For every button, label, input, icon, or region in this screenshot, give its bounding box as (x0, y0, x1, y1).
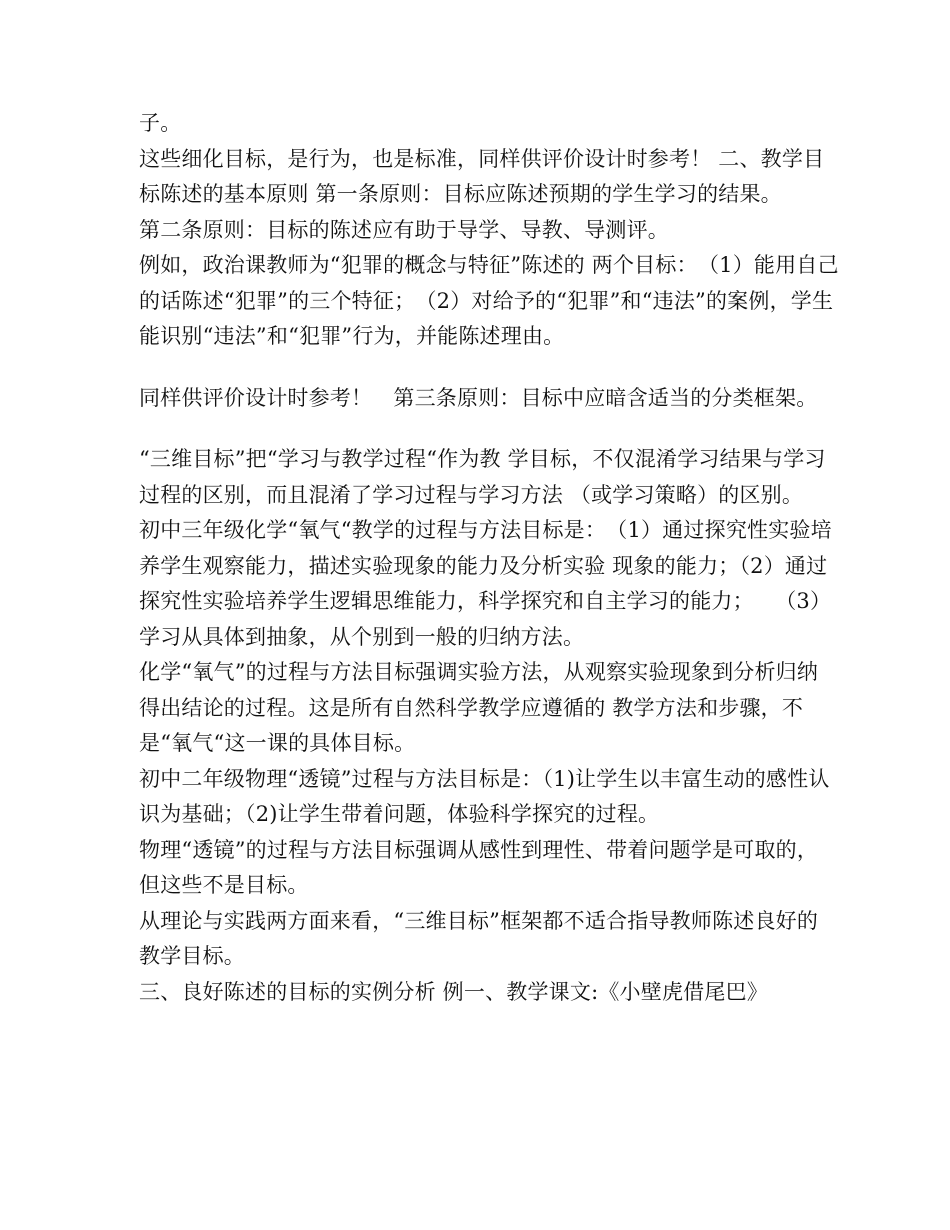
paragraph-spacer (139, 355, 839, 381)
paragraph-spacer (139, 416, 839, 442)
paragraph-politics-example: 例如，政治课教师为“犯罪的概念与特征”陈述的 两个目标： （1）能用自己的话陈述“犯罪”的三个特征； （2）对给予的“犯罪”和“违法”的案例，学生能识别“违法”和“犯罪”行为，并能陈述理由。 (139, 253, 839, 348)
document-body (139, 106, 839, 1010)
paragraph-principle-two: 第二条原则：目标的陈述应有助于导学、导教、导测评。 (139, 217, 669, 242)
paragraph-conclusion: 从理论与实践两方面来看，“三维目标”框架都不适合指导教师陈述良好的教学目标。 (139, 908, 819, 968)
paragraph-physics-goals: 初中二年级物理“透镜”过程与方法目标是：（1)让学生以丰富生动的感性认识为基础；（2)让学生带着问题，体验科学探究的过程。 (139, 766, 830, 826)
paragraph-chemistry-analysis: 化学“氧气”的过程与方法目标强调实验方法，从观察实验现象到分析归纳得出结论的过程。这是所有自然科学教学应遵循的 教学方法和步骤，不是“氧气“这一课的具体目标。 (139, 660, 819, 755)
paragraph-section-three-heading: 三、良好陈述的目标的实例分析 例一、教学课文:《小壁虎借尾巴》 (139, 979, 768, 1004)
paragraph-continuation: 子。 (139, 111, 182, 135)
paragraph-chemistry-goals: 初中三年级化学“氧气“教学的过程与方法目标是： （1）通过探究性实验培养学生观察能力，描述实验现象的能力及分析实验 现象的能力；（2）通过探究性实验培养学生逻辑思维能力，科学探究和自主学习的能力； （3）学习从具体到抽象，从个别到一般的归纳方法。 (139, 518, 832, 649)
paragraph-physics-analysis: 物理“透镜”的过程与方法目标强调从感性到理性、带着问题学是可取的，但这些不是目标。 (139, 837, 819, 897)
paragraph-principle-one: 这些细化目标，是行为，也是标准，同样供评价设计时参考！ 二、教学目标陈述的基本原则 第一条原则：目标应陈述预期的学生学习的结果。 (139, 146, 825, 206)
paragraph-principle-three: 同样供评价设计时参考！ 第三条原则：目标中应暗含适当的分类框架。 (139, 385, 818, 410)
paragraph-three-dimensional-goals: “三维目标”把“学习与教学过程“作为教 学目标，不仅混淆学习结果与学习过程的区别，而且混淆了学习过程与学习方法 （或学习策略）的区别。 (139, 447, 826, 507)
